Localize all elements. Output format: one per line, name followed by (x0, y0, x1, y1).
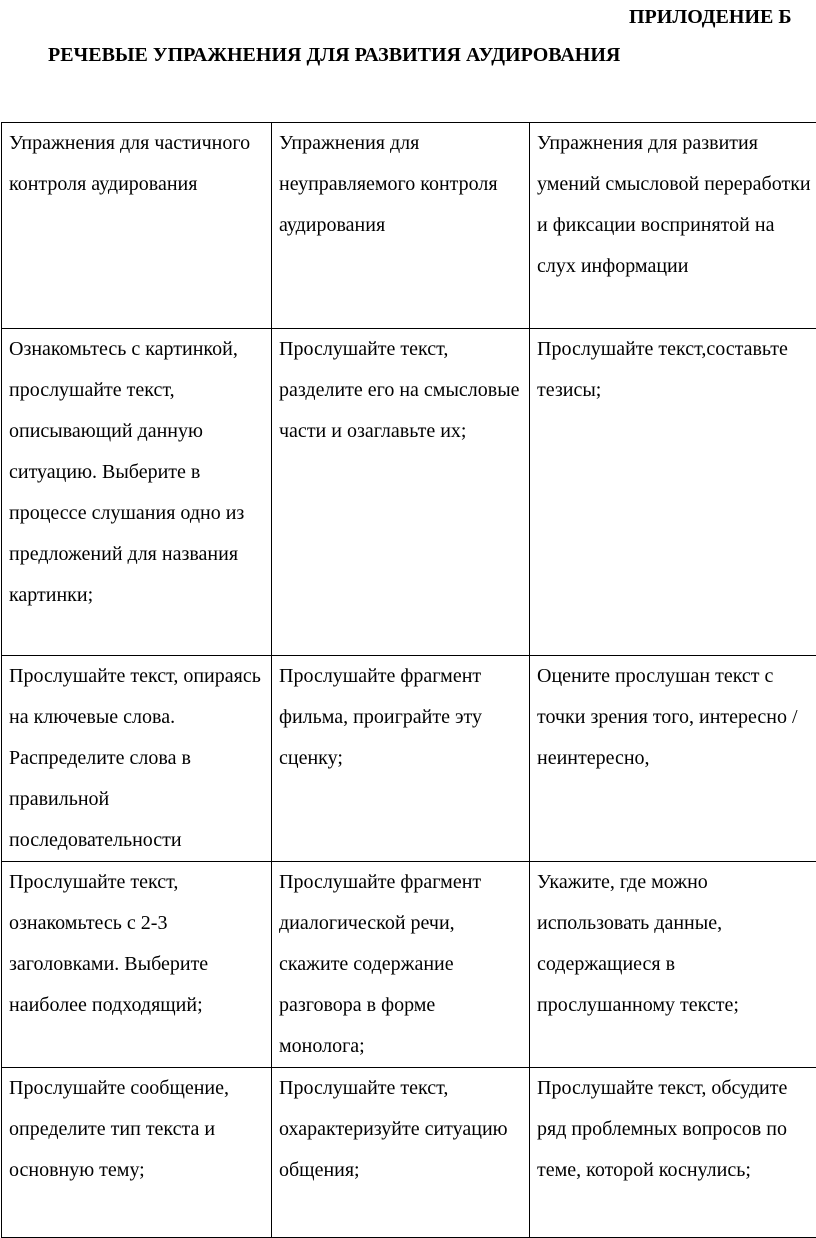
header-cell-partial-control: Упражнения для частичного контроля аудирования (2, 123, 272, 329)
table-cell: Прослушайте фрагмент фильма, проиграйте эту сценку; (272, 656, 530, 862)
table-cell: Оцените прослушан текст с точки зрения того, интересно / неинтересно, (530, 656, 816, 862)
table-row (2, 862, 816, 1068)
table-cell: Прослушайте текст, опираясь на ключевые слова. Распределите слова в правильной последовательности (2, 656, 272, 862)
table-cell: Прослушайте сообщение, определите тип текста и основную тему; (2, 1068, 272, 1238)
table-cell: Прослушайте текст, ознакомьтесь с 2-3 заголовками. Выберите наиболее подходящий; (2, 862, 272, 1068)
page-title: РЕЧЕВЫЕ УПРАЖНЕНИЯ ДЛЯ РАЗВИТИЯ АУДИРОВАНИЯ (48, 43, 620, 67)
table-header-row (2, 123, 816, 329)
header-cell-uncontrolled: Упражнения для неуправляемого контроля аудирования (272, 123, 530, 329)
table-row (2, 329, 816, 656)
table-row (2, 656, 816, 862)
appendix-label: ПРИЛОДЕНИЕ Б (629, 5, 792, 29)
table-cell: Прослушайте текст, охарактеризуйте ситуацию общения; (272, 1068, 530, 1238)
exercises-table (1, 122, 816, 1238)
table-cell: Прослушайте текст,составьте тезисы; (530, 329, 816, 656)
table-cell: Укажите, где можно использовать данные, содержащиеся в прослушанному тексте; (530, 862, 816, 1068)
table-row (2, 1068, 816, 1238)
header-cell-processing: Упражнения для развития умений смысловой переработки и фиксации воспринятой на слух информации (530, 123, 816, 329)
table-cell: Прослушайте фрагмент диалогической речи, скажите содержание разговора в форме монолога; (272, 862, 530, 1068)
table-cell: Прослушайте текст, обсудите ряд проблемных вопросов по теме, которой коснулись; (530, 1068, 816, 1238)
table-cell: Прослушайте текст, разделите его на смысловые части и озаглавьте их; (272, 329, 530, 656)
table-cell: Ознакомьтесь с картинкой, прослушайте текст, описывающий данную ситуацию. Выберите в процессе слушания одно из предложений для названия картинки; (2, 329, 272, 656)
